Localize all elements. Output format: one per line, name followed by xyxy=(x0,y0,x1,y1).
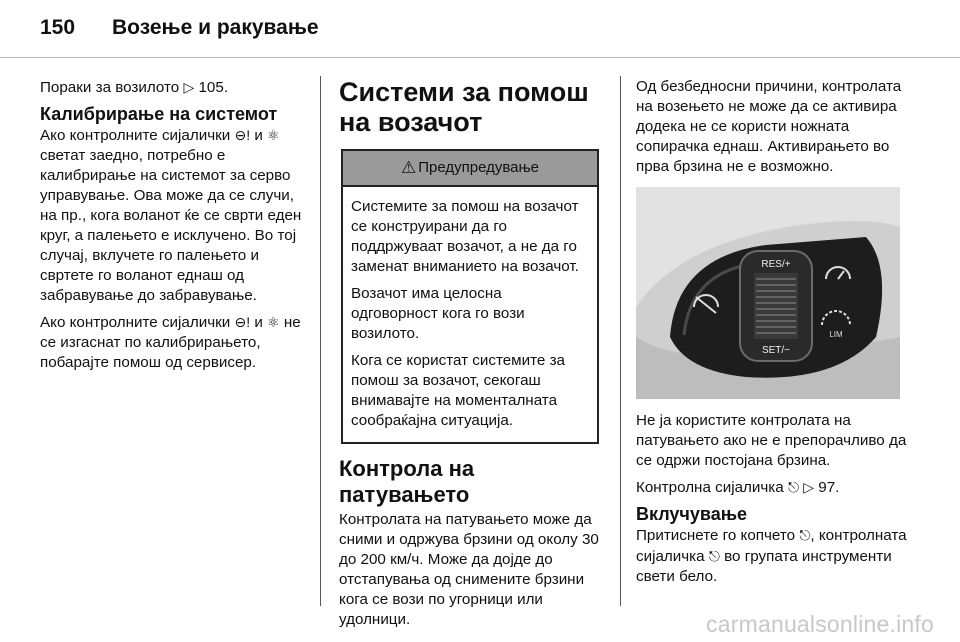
steering-warning-icon: ⊖! xyxy=(234,127,251,143)
warning-text: Системите за помош на возачот се конструирани да го поддржуваат возачот, а не да го заменат вниманието на возачот. xyxy=(351,198,579,275)
column-1 xyxy=(40,77,310,379)
header-rule xyxy=(0,57,960,58)
column-2 xyxy=(339,77,601,636)
watermark: carmanualsonline.info xyxy=(706,611,934,637)
cruise-control-icon: ⎋ xyxy=(787,479,800,495)
column-divider xyxy=(620,76,621,606)
cruise-control-icon: ⎋ xyxy=(708,548,720,564)
section-heading: Системи за помош на возачот xyxy=(339,77,589,137)
paragraph: Контролна сијаличка ⎋ ▷ 97. xyxy=(636,479,840,496)
page-number: 150 xyxy=(40,16,76,39)
paragraph: Ако контролните сијалички ⊖! и ⚛ светат заедно, потребно е калибрирање на системот за серво управување. Ова може да се случи, на пр., кога воланот ќе се сврти еден круг, а палењето е исклучено. Во тој случај, вклучете го палењето и свртете го воланот еднаш од забравување до забравување. xyxy=(40,127,302,304)
warning-triangle-icon: ⚠ xyxy=(400,158,417,177)
res-label: RES/+ xyxy=(761,259,791,270)
steering-wheel-controls-image xyxy=(636,187,900,399)
cruise-control-icon: ⎋ xyxy=(799,527,811,543)
paragraph: Контролата на патувањето може да сними и одржува брзини од околу 30 до 200 км/ч. Може да дојде до отстапувања од снимените брзини кога се вози по угорници или удолници. xyxy=(339,511,599,628)
section-heading: Калибрирање на системот xyxy=(40,104,278,124)
warning-body xyxy=(343,187,597,442)
chapter-title: Возење и ракување xyxy=(112,16,319,39)
warning-box xyxy=(341,149,599,444)
steering-warning-icon: ⊖! xyxy=(234,314,251,330)
section-heading: Вклучување xyxy=(636,504,748,524)
arrow-reference-icon: ▷ xyxy=(803,479,815,495)
set-label: SET/− xyxy=(761,345,791,356)
warning-header: ⚠ Предупредување xyxy=(343,151,597,187)
column-3 xyxy=(636,77,914,593)
page-header xyxy=(40,16,319,46)
paragraph: Од безбедносни причини, контролата на возењето не може да се активира додека не се користи ножната сопирачка еднаш. Активирањето во прва брзина не е возможно. xyxy=(636,78,902,175)
intro-text: Пораки за возилото ▷ 105. xyxy=(40,79,229,96)
subsection-heading: Контрола на патувањето xyxy=(339,456,475,507)
steering-wheel-illustration xyxy=(636,187,900,399)
warning-text: Кога се користат системите за помош за возачот, секогаш внимавајте на моменталната сообраќајна ситуација. xyxy=(351,352,565,429)
power-steering-icon: ⚛ xyxy=(267,127,280,143)
column-divider xyxy=(320,76,321,606)
lim-label: LIM xyxy=(829,330,843,339)
warning-text: Возачот има целосна одговорност кога го вози возилото. xyxy=(351,285,525,342)
power-steering-icon: ⚛ xyxy=(267,314,280,330)
paragraph: Притиснете го копчето ⎋, контролната сијаличка ⎋ во групата инструменти свети бело. xyxy=(636,527,907,585)
arrow-reference-icon: ▷ xyxy=(183,79,195,95)
paragraph: Не ја користите контролата на патувањето ако не е препорачливо да се одржи постојана брзина. xyxy=(636,412,907,469)
paragraph: Ако контролните сијалички ⊖! и ⚛ не се изгаснат по калибрирањето, побарајте помош од сервисер. xyxy=(40,314,301,371)
